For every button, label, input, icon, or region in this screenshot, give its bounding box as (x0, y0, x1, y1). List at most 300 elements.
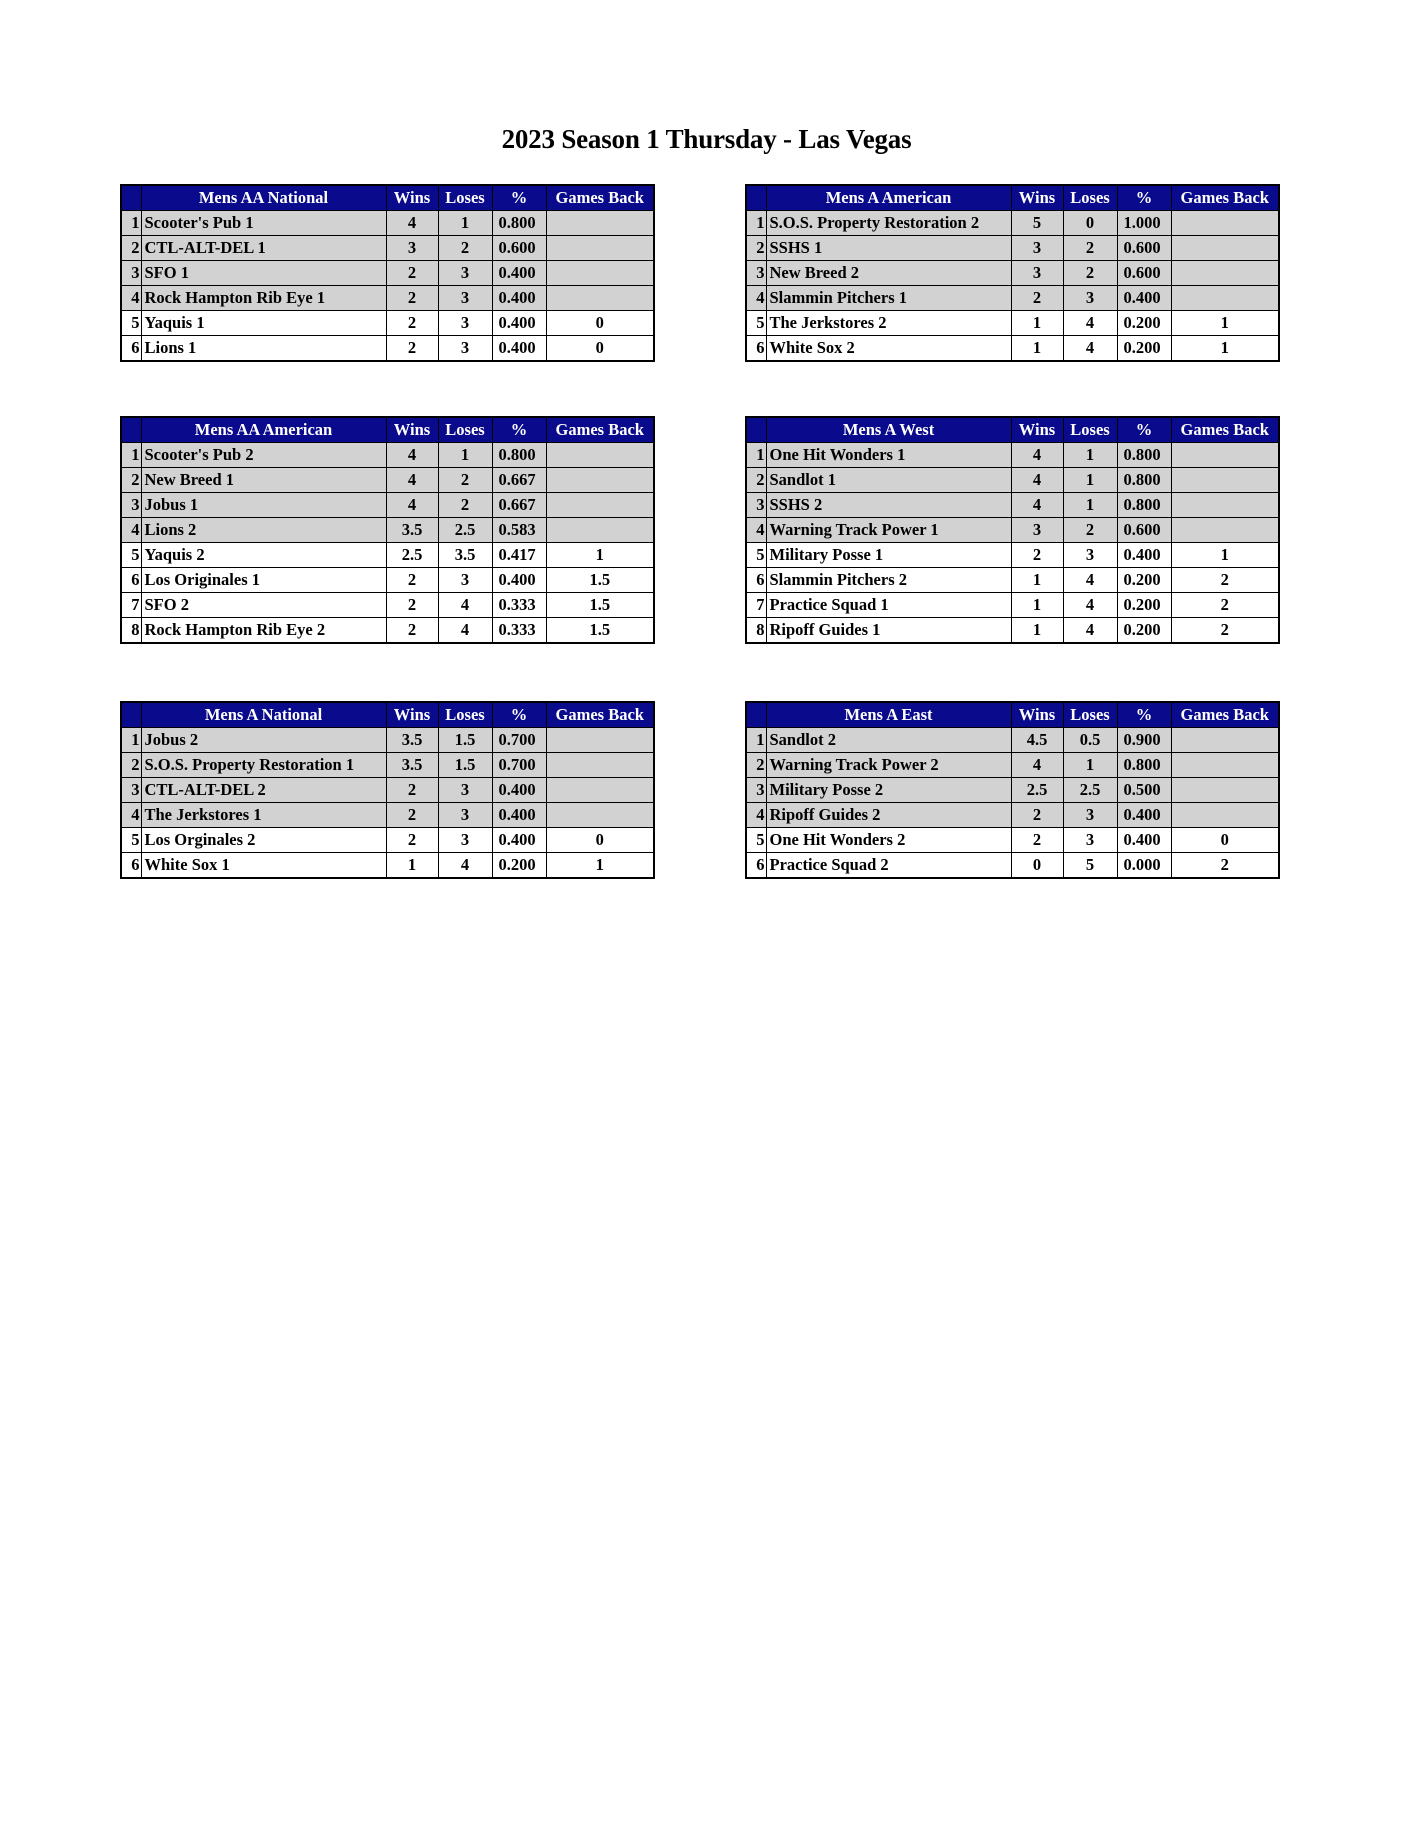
team-name: One Hit Wonders 2 (766, 828, 1011, 853)
table-row (746, 778, 1279, 803)
games-back-cell (546, 753, 654, 778)
loses-cell: 3 (438, 311, 492, 336)
pct-cell: 1.000 (1117, 211, 1171, 236)
loses-cell: 4 (438, 853, 492, 879)
table-row (121, 311, 654, 336)
wins-cell: 1 (1011, 593, 1063, 618)
loses-cell: 4 (438, 618, 492, 644)
table-row (746, 828, 1279, 853)
rank-header (121, 185, 141, 211)
loses-header: Loses (438, 185, 492, 211)
games-back-header: Games Back (546, 702, 654, 728)
wins-cell: 1 (1011, 568, 1063, 593)
pct-cell: 0.800 (1117, 443, 1171, 468)
loses-cell: 3 (438, 778, 492, 803)
rank-header (746, 417, 766, 443)
games-back-cell: 1.5 (546, 568, 654, 593)
pct-cell: 0.800 (1117, 753, 1171, 778)
wins-cell: 2 (1011, 803, 1063, 828)
team-name: SFO 2 (141, 593, 386, 618)
rank-cell: 1 (121, 728, 141, 753)
rank-cell: 2 (121, 468, 141, 493)
pct-cell: 0.400 (492, 336, 546, 362)
table-row (746, 803, 1279, 828)
games-back-cell: 2 (1171, 853, 1279, 879)
wins-cell: 2 (386, 261, 438, 286)
pct-cell: 0.400 (492, 568, 546, 593)
rank-cell: 6 (121, 336, 141, 362)
pct-cell: 0.583 (492, 518, 546, 543)
loses-cell: 0 (1063, 211, 1117, 236)
pct-cell: 0.800 (492, 211, 546, 236)
team-name: White Sox 2 (766, 336, 1011, 362)
games-back-cell (1171, 803, 1279, 828)
header-row (746, 702, 1279, 728)
table-row (121, 261, 654, 286)
pct-cell: 0.600 (1117, 518, 1171, 543)
table-row (121, 593, 654, 618)
wins-cell: 2 (386, 618, 438, 644)
table-row (121, 518, 654, 543)
games-back-cell (1171, 286, 1279, 311)
loses-cell: 2 (438, 493, 492, 518)
team-name: Los Originales 1 (141, 568, 386, 593)
division-name: Mens AA National (141, 185, 386, 211)
games-back-cell: 0 (546, 311, 654, 336)
standings-table-aa-american (120, 416, 655, 644)
pct-cell: 0.900 (1117, 728, 1171, 753)
loses-cell: 1 (1063, 468, 1117, 493)
games-back-cell: 1.5 (546, 618, 654, 644)
games-back-cell: 1 (546, 853, 654, 879)
table-row (121, 803, 654, 828)
wins-cell: 2 (386, 311, 438, 336)
pct-cell: 0.400 (492, 778, 546, 803)
table-row (746, 753, 1279, 778)
wins-cell: 4 (386, 211, 438, 236)
table-row (746, 618, 1279, 644)
table-row (121, 443, 654, 468)
wins-cell: 2 (386, 336, 438, 362)
loses-cell: 3.5 (438, 543, 492, 568)
team-name: Practice Squad 1 (766, 593, 1011, 618)
table-row (746, 853, 1279, 879)
pct-cell: 0.400 (492, 803, 546, 828)
loses-cell: 3 (438, 803, 492, 828)
games-back-cell: 1 (1171, 336, 1279, 362)
wins-cell: 2.5 (1011, 778, 1063, 803)
wins-cell: 2 (386, 778, 438, 803)
loses-header: Loses (1063, 702, 1117, 728)
team-name: New Breed 2 (766, 261, 1011, 286)
pct-cell: 0.600 (1117, 236, 1171, 261)
wins-cell: 3 (1011, 518, 1063, 543)
team-name: One Hit Wonders 1 (766, 443, 1011, 468)
wins-cell: 4 (1011, 493, 1063, 518)
table-row (746, 568, 1279, 593)
team-name: SFO 1 (141, 261, 386, 286)
pct-header: % (1117, 702, 1171, 728)
wins-cell: 2 (386, 828, 438, 853)
table-row (746, 443, 1279, 468)
games-back-cell: 2 (1171, 568, 1279, 593)
team-name: S.O.S. Property Restoration 2 (766, 211, 1011, 236)
loses-header: Loses (438, 417, 492, 443)
loses-cell: 1 (1063, 443, 1117, 468)
loses-cell: 1.5 (438, 753, 492, 778)
games-back-cell (1171, 211, 1279, 236)
pct-header: % (1117, 417, 1171, 443)
table-row (746, 518, 1279, 543)
loses-cell: 2.5 (438, 518, 492, 543)
wins-header: Wins (386, 417, 438, 443)
page-title: 2023 Season 1 Thursday - Las Vegas (501, 124, 912, 154)
rank-cell: 3 (746, 261, 766, 286)
wins-cell: 4 (386, 493, 438, 518)
team-name: Yaquis 1 (141, 311, 386, 336)
division-name: Mens A National (141, 702, 386, 728)
loses-cell: 3 (1063, 286, 1117, 311)
wins-cell: 2 (1011, 543, 1063, 568)
pct-cell: 0.500 (1117, 778, 1171, 803)
pct-cell: 0.400 (492, 828, 546, 853)
loses-cell: 4 (438, 593, 492, 618)
pct-header: % (492, 417, 546, 443)
games-back-cell (1171, 236, 1279, 261)
team-name: Ripoff Guides 2 (766, 803, 1011, 828)
pct-cell: 0.400 (1117, 803, 1171, 828)
wins-cell: 0 (1011, 853, 1063, 879)
table-row (121, 828, 654, 853)
rank-cell: 3 (121, 778, 141, 803)
table-row (121, 753, 654, 778)
pct-cell: 0.200 (1117, 593, 1171, 618)
loses-cell: 1 (438, 211, 492, 236)
loses-cell: 1 (1063, 493, 1117, 518)
loses-cell: 3 (1063, 803, 1117, 828)
table-row (746, 336, 1279, 362)
wins-cell: 2 (386, 593, 438, 618)
loses-cell: 4 (1063, 593, 1117, 618)
team-name: CTL-ALT-DEL 2 (141, 778, 386, 803)
rank-cell: 3 (121, 261, 141, 286)
loses-cell: 2 (1063, 518, 1117, 543)
pct-cell: 0.800 (1117, 468, 1171, 493)
games-back-cell (1171, 443, 1279, 468)
pct-cell: 0.400 (492, 311, 546, 336)
rank-cell: 8 (746, 618, 766, 644)
rank-cell: 8 (121, 618, 141, 644)
header-row (121, 702, 654, 728)
header-row (746, 185, 1279, 211)
loses-cell: 2 (1063, 261, 1117, 286)
pct-cell: 0.667 (492, 468, 546, 493)
table-row (121, 853, 654, 879)
games-back-cell (546, 468, 654, 493)
wins-cell: 1 (1011, 336, 1063, 362)
loses-cell: 0.5 (1063, 728, 1117, 753)
team-name: Scooter's Pub 2 (141, 443, 386, 468)
team-name: The Jerkstores 1 (141, 803, 386, 828)
rank-cell: 2 (746, 753, 766, 778)
team-name: Rock Hampton Rib Eye 1 (141, 286, 386, 311)
wins-cell: 4 (386, 443, 438, 468)
games-back-header: Games Back (1171, 702, 1279, 728)
team-name: Jobus 1 (141, 493, 386, 518)
table-row (746, 261, 1279, 286)
pct-cell: 0.200 (492, 853, 546, 879)
table-row (746, 728, 1279, 753)
loses-cell: 2 (438, 468, 492, 493)
wins-cell: 1 (1011, 311, 1063, 336)
pct-cell: 0.400 (1117, 543, 1171, 568)
loses-cell: 4 (1063, 311, 1117, 336)
rank-cell: 2 (746, 236, 766, 261)
games-back-cell (546, 211, 654, 236)
wins-cell: 2 (1011, 828, 1063, 853)
rank-cell: 2 (121, 753, 141, 778)
loses-cell: 5 (1063, 853, 1117, 879)
rank-cell: 7 (121, 593, 141, 618)
team-name: Military Posse 2 (766, 778, 1011, 803)
standings-table-a-national (120, 701, 655, 879)
pct-cell: 0.200 (1117, 311, 1171, 336)
table-row (121, 286, 654, 311)
pct-cell: 0.600 (492, 236, 546, 261)
team-name: Military Posse 1 (766, 543, 1011, 568)
games-back-cell (1171, 493, 1279, 518)
games-back-header: Games Back (1171, 417, 1279, 443)
games-back-cell (546, 728, 654, 753)
wins-header: Wins (1011, 702, 1063, 728)
loses-cell: 2 (1063, 236, 1117, 261)
wins-cell: 3 (386, 236, 438, 261)
games-back-cell: 2 (1171, 593, 1279, 618)
team-name: Los Orginales 2 (141, 828, 386, 853)
rank-header (746, 185, 766, 211)
pct-cell: 0.800 (492, 443, 546, 468)
pct-header: % (492, 702, 546, 728)
games-back-cell (546, 443, 654, 468)
rank-cell: 2 (746, 468, 766, 493)
team-name: Slammin Pitchers 2 (766, 568, 1011, 593)
loses-cell: 3 (438, 286, 492, 311)
team-name: CTL-ALT-DEL 1 (141, 236, 386, 261)
rank-cell: 1 (746, 728, 766, 753)
pct-cell: 0.700 (492, 728, 546, 753)
rank-cell: 4 (746, 518, 766, 543)
rank-cell: 3 (746, 778, 766, 803)
table-row (746, 543, 1279, 568)
team-name: Yaquis 2 (141, 543, 386, 568)
rank-cell: 4 (746, 286, 766, 311)
rank-cell: 4 (746, 803, 766, 828)
table-row (746, 468, 1279, 493)
rank-cell: 1 (121, 211, 141, 236)
team-name: New Breed 1 (141, 468, 386, 493)
wins-cell: 4 (1011, 753, 1063, 778)
rank-cell: 1 (121, 443, 141, 468)
division-name: Mens AA American (141, 417, 386, 443)
division-name: Mens A American (766, 185, 1011, 211)
rank-cell: 7 (746, 593, 766, 618)
pct-cell: 0.200 (1117, 618, 1171, 644)
loses-cell: 3 (438, 568, 492, 593)
rank-cell: 4 (121, 518, 141, 543)
rank-cell: 1 (746, 211, 766, 236)
games-back-cell: 1 (1171, 543, 1279, 568)
loses-cell: 4 (1063, 568, 1117, 593)
standings-table-a-american (745, 184, 1280, 362)
table-row (121, 236, 654, 261)
games-back-cell (1171, 728, 1279, 753)
wins-header: Wins (386, 185, 438, 211)
rank-header (121, 702, 141, 728)
loses-cell: 3 (438, 828, 492, 853)
wins-cell: 1 (386, 853, 438, 879)
rank-cell: 2 (121, 236, 141, 261)
table-row (746, 236, 1279, 261)
games-back-cell: 0 (1171, 828, 1279, 853)
games-back-cell (546, 236, 654, 261)
games-back-header: Games Back (546, 417, 654, 443)
wins-cell: 3 (1011, 236, 1063, 261)
wins-cell: 2 (386, 568, 438, 593)
team-name: SSHS 2 (766, 493, 1011, 518)
loses-header: Loses (1063, 417, 1117, 443)
games-back-cell (1171, 518, 1279, 543)
rank-cell: 5 (746, 311, 766, 336)
table-row (121, 336, 654, 362)
wins-cell: 3 (1011, 261, 1063, 286)
games-back-header: Games Back (546, 185, 654, 211)
rank-cell: 5 (746, 828, 766, 853)
standings-table-a-west (745, 416, 1280, 644)
wins-cell: 4 (386, 468, 438, 493)
table-row (121, 728, 654, 753)
table-row (121, 493, 654, 518)
games-back-cell (546, 493, 654, 518)
rank-cell: 3 (121, 493, 141, 518)
loses-cell: 4 (1063, 336, 1117, 362)
table-row (121, 778, 654, 803)
loses-cell: 3 (438, 336, 492, 362)
pct-cell: 0.200 (1117, 568, 1171, 593)
pct-cell: 0.667 (492, 493, 546, 518)
rank-cell: 5 (746, 543, 766, 568)
games-back-cell (1171, 778, 1279, 803)
pct-header: % (1117, 185, 1171, 211)
wins-cell: 2 (386, 286, 438, 311)
games-back-cell: 0 (546, 828, 654, 853)
rank-cell: 5 (121, 828, 141, 853)
rank-cell: 4 (121, 803, 141, 828)
games-back-cell (1171, 468, 1279, 493)
loses-cell: 3 (1063, 543, 1117, 568)
standings-table-aa-national (120, 184, 655, 362)
games-back-cell (546, 803, 654, 828)
rank-cell: 5 (121, 311, 141, 336)
pct-header: % (492, 185, 546, 211)
pct-cell: 0.333 (492, 618, 546, 644)
pct-cell: 0.800 (1117, 493, 1171, 518)
games-back-cell (546, 778, 654, 803)
wins-cell: 2.5 (386, 543, 438, 568)
loses-header: Loses (1063, 185, 1117, 211)
team-name: SSHS 1 (766, 236, 1011, 261)
games-back-cell: 1 (1171, 311, 1279, 336)
loses-cell: 1.5 (438, 728, 492, 753)
wins-header: Wins (1011, 185, 1063, 211)
wins-cell: 3.5 (386, 753, 438, 778)
loses-cell: 1 (438, 443, 492, 468)
rank-cell: 4 (121, 286, 141, 311)
table-row (746, 593, 1279, 618)
games-back-cell: 2 (1171, 618, 1279, 644)
wins-cell: 3.5 (386, 728, 438, 753)
wins-cell: 5 (1011, 211, 1063, 236)
team-name: Sandlot 2 (766, 728, 1011, 753)
team-name: Warning Track Power 2 (766, 753, 1011, 778)
team-name: White Sox 1 (141, 853, 386, 879)
rank-cell: 6 (121, 853, 141, 879)
standings-table-a-east (745, 701, 1280, 879)
wins-cell: 4 (1011, 443, 1063, 468)
games-back-cell (1171, 261, 1279, 286)
pct-cell: 0.417 (492, 543, 546, 568)
loses-cell: 4 (1063, 618, 1117, 644)
table-row (746, 311, 1279, 336)
team-name: Lions 1 (141, 336, 386, 362)
rank-cell: 1 (746, 443, 766, 468)
division-name: Mens A East (766, 702, 1011, 728)
wins-cell: 2 (386, 803, 438, 828)
pct-cell: 0.333 (492, 593, 546, 618)
wins-cell: 3.5 (386, 518, 438, 543)
loses-cell: 3 (1063, 828, 1117, 853)
rank-header (746, 702, 766, 728)
games-back-cell: 0 (546, 336, 654, 362)
pct-cell: 0.400 (1117, 828, 1171, 853)
rank-cell: 6 (746, 853, 766, 879)
games-back-cell (546, 286, 654, 311)
wins-cell: 4.5 (1011, 728, 1063, 753)
header-row (121, 417, 654, 443)
header-row (746, 417, 1279, 443)
team-name: Rock Hampton Rib Eye 2 (141, 618, 386, 644)
wins-header: Wins (1011, 417, 1063, 443)
rank-header (121, 417, 141, 443)
games-back-header: Games Back (1171, 185, 1279, 211)
team-name: Slammin Pitchers 1 (766, 286, 1011, 311)
table-row (121, 568, 654, 593)
table-row (746, 211, 1279, 236)
loses-cell: 1 (1063, 753, 1117, 778)
wins-cell: 1 (1011, 618, 1063, 644)
loses-cell: 2.5 (1063, 778, 1117, 803)
division-name: Mens A West (766, 417, 1011, 443)
games-back-cell: 1 (546, 543, 654, 568)
pct-cell: 0.400 (1117, 286, 1171, 311)
table-row (746, 493, 1279, 518)
team-name: Jobus 2 (141, 728, 386, 753)
table-row (121, 543, 654, 568)
pct-cell: 0.000 (1117, 853, 1171, 879)
rank-cell: 3 (746, 493, 766, 518)
rank-cell: 6 (746, 336, 766, 362)
rank-cell: 6 (121, 568, 141, 593)
pct-cell: 0.600 (1117, 261, 1171, 286)
